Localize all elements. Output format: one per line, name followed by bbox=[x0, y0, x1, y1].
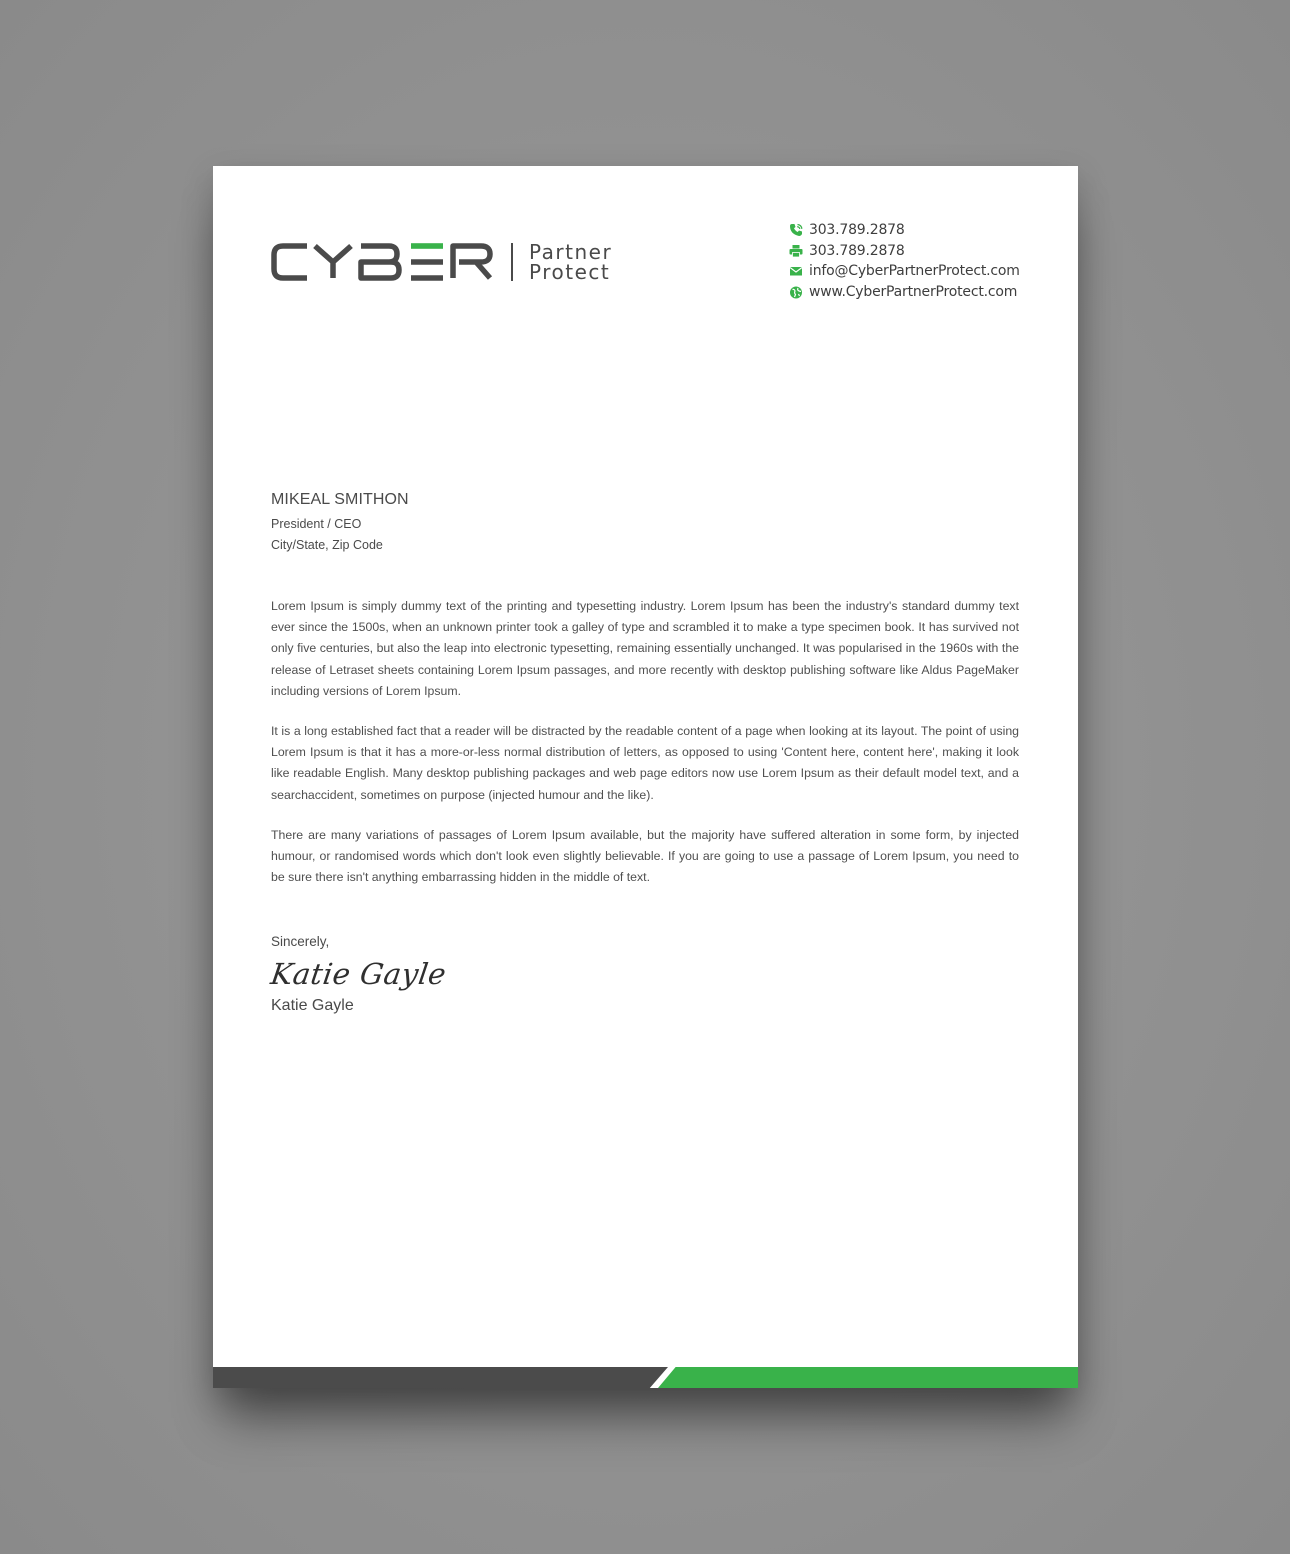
email-address[interactable]: info@CyberPartnerProtect.com bbox=[809, 263, 1020, 280]
addressee-name: MIKEAL SMITHON bbox=[271, 491, 409, 508]
addressee-title: President / CEO bbox=[271, 517, 362, 531]
logo-sub-protect: Protect bbox=[529, 260, 611, 284]
addressee-block bbox=[271, 491, 409, 556]
letterhead-page bbox=[213, 166, 1078, 1388]
letter-body bbox=[271, 596, 1019, 907]
website-url[interactable]: www.CyberPartnerProtect.com bbox=[809, 283, 1018, 300]
footer-bar-green bbox=[658, 1367, 1078, 1388]
phone-icon bbox=[789, 223, 803, 237]
email-envelope-icon bbox=[789, 264, 803, 278]
company-logo bbox=[271, 240, 612, 284]
salutation: Sincerely, bbox=[271, 934, 330, 949]
closing-block bbox=[268, 934, 449, 1015]
fax-printer-icon bbox=[789, 244, 803, 258]
body-paragraph-2: It is a long established fact that a reader will be distracted by the readable content of a page when looking at its layout. The point of using Lorem Ipsum is that it has a more-or-less normal distribution of letters, as opposed to using 'Content here, content here', making it look like readable English. Many desktop publishing packages and web page editors now use Lorem Ipsum as their default model text, and a searchaccident, sometimes on purpose (injected humour and the like). bbox=[271, 724, 1019, 802]
contact-block bbox=[789, 220, 1020, 302]
contact-email bbox=[789, 261, 1020, 282]
addressee-location: City/State, Zip Code bbox=[271, 538, 383, 552]
footer-bars bbox=[213, 1367, 1078, 1388]
footer-bar-dark bbox=[213, 1367, 668, 1388]
contact-phone bbox=[789, 220, 1020, 241]
cyber-wordmark bbox=[271, 242, 493, 282]
body-paragraph-3: There are many variations of passages of Lorem Ipsum available, but the majority have suffered alteration in some form, by injected humour, or randomised words which don't look even slightly believable. If you are going to use a passage of Lorem Ipsum, you need to be sure there isn't anything embarrassing hidden in the middle of text. bbox=[271, 827, 1019, 885]
body-paragraph-1: Lorem Ipsum is simply dummy text of the printing and typesetting industry. Lorem Ipsum has been the industry's standard dummy text ever since the 1500s, when an unknown printer took a galley of type and scrambled it to make a type specimen book. It has survived not only five centuries, but also the leap into electronic typesetting, remaining essentially unchanged. It was popularised in the 1960s with the release of Letraset sheets containing Lorem Ipsum passages, and more recently with desktop publishing software like Aldus PageMaker including versions of Lorem Ipsum. bbox=[271, 599, 1019, 698]
contact-website bbox=[789, 282, 1020, 303]
phone-number: 303.789.2878 bbox=[809, 222, 905, 239]
logo-subtitle bbox=[529, 242, 612, 282]
logo-sub-partner: Partner bbox=[529, 240, 613, 264]
globe-icon bbox=[789, 285, 803, 299]
handwritten-signature: Katie Gayle bbox=[268, 957, 449, 991]
contact-fax bbox=[789, 241, 1020, 262]
fax-number: 303.789.2878 bbox=[809, 242, 905, 259]
logo-divider bbox=[511, 243, 513, 281]
signer-name: Katie Gayle bbox=[271, 997, 354, 1014]
